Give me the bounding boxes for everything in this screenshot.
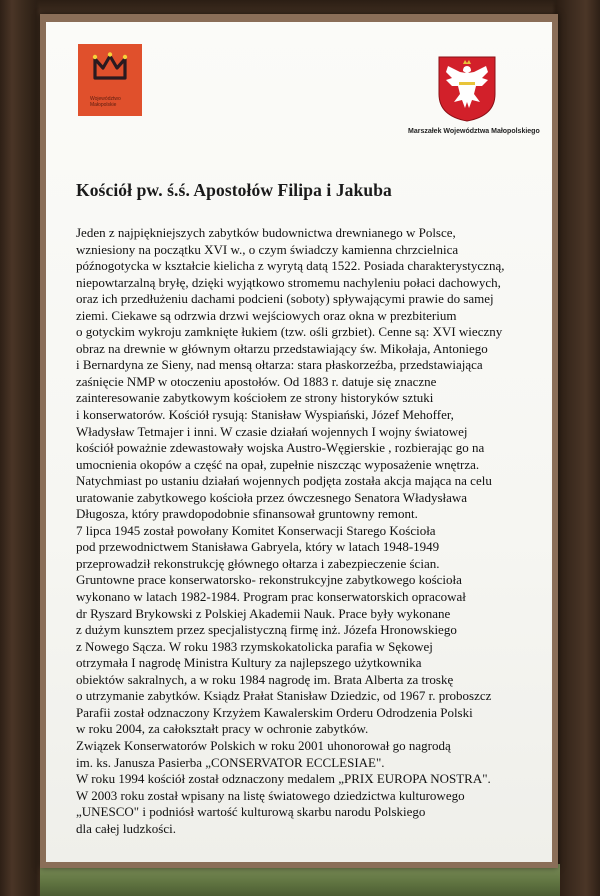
body-line: Władysław Tetmajer i inni. W czasie działań wojennych I wojny światowej — [76, 423, 468, 439]
information-sign — [46, 22, 552, 862]
body-line: „UNESCO" i podniósł wartość kulturową skarbu narodu Polskiego — [76, 804, 426, 820]
sign-title: Kościół pw. ś.ś. Apostołów Filipa i Jakuba — [76, 180, 392, 200]
body-line: kościół poważnie zdewastowały wojska Austro-Węgierskie , rozbierając go na — [76, 440, 485, 456]
sign-body-text — [76, 225, 551, 837]
body-line: i konserwatorów. Kościół rysują: Stanisław Wyspiański, Józef Mehoffer, — [76, 407, 454, 423]
body-line: im. ks. Janusza Pasierba „CONSERVATOR ECCLESIAE". — [76, 754, 385, 770]
body-line: w roku 2004, za całokształt pracy w ochronie zabytków. — [76, 721, 369, 737]
crown-mark-icon — [92, 52, 128, 80]
body-line: ziemi. Ciekawe są odrzwia drzwi wejściowych oraz okna w prezbiterium — [76, 307, 457, 323]
body-line: Długosza, który prawdopodobnie sfinansował gruntowny remont. — [76, 506, 418, 522]
body-line: W 2003 roku został wpisany na listę światowego dziedzictwa kulturowego — [76, 787, 465, 803]
body-line: oraz ich przedłużeniu dachami podcieni (soboty) spływającymi prawie do samej — [76, 291, 494, 307]
body-line: Jeden z najpiękniejszych zabytków budownictwa drewnianego w Polsce, — [76, 225, 456, 240]
logo-caption-line2: Małopolskie — [90, 102, 117, 108]
logo-caption — [90, 96, 138, 108]
malopolska-logo-icon — [78, 44, 142, 116]
body-line: 7 lipca 1945 został powołany Komitet Konserwacji Starego Kościoła — [76, 522, 436, 538]
body-line: dr Ryszard Brykowski z Polskiej Akademii Nauk. Prace były wykonane — [76, 605, 451, 621]
body-line: i Bernardyna ze Sieny, nad mensą ołtarza: stara płaskorzeźba, przedstawiająca — [76, 357, 483, 373]
crest-caption: Marszałek Województwa Małopolskiego — [408, 128, 540, 135]
eagle-coat-of-arms-icon — [438, 56, 496, 122]
body-line: z Nowego Sącza. W roku 1983 rzymskokatolicka parafia w Sękowej — [76, 638, 433, 654]
body-line: obiektów sakralnych, a w roku 1984 nagrodę im. Brata Alberta za troskę — [76, 671, 454, 687]
body-line: W roku 1994 kościół został odznaczony medalem „PRIX EUROPA NOSTRA". — [76, 771, 491, 787]
body-line: z dużym kunsztem przez specjalistyczną firmę inż. Józefa Hronowskiego — [76, 622, 457, 638]
body-line: pod przewodnictwem Stanisława Gabryela, który w latach 1948-1949 — [76, 539, 440, 555]
body-line: przeprowadził rekonstrukcję głównego ołtarza i zabezpieczenie ścian. — [76, 555, 440, 571]
body-line: obraz na drewnie w głównym ołtarzu przedstawiający św. Mikołaja, Antoniego — [76, 340, 488, 356]
body-line: niepowtarzalną bryłę, dzięki wyjątkowo stromemu nachyleniu połaci dachowych, — [76, 274, 501, 290]
body-line: wykonano w latach 1982-1984. Program prac konserwatorskich opracował — [76, 589, 466, 605]
body-line: późnogotycka w kształcie kielicha z wyrytą datą 1522. Posiada charakterystyczną, — [76, 258, 505, 274]
body-line: Gruntowne prace konserwatorsko- rekonstrukcyjne zabytkowego kościoła — [76, 572, 462, 588]
body-line: Parafii został odznaczony Krzyżem Kawalerskim Orderu Odrodzenia Polski — [76, 704, 473, 720]
body-line: uratowanie zabytkowego kościoła przez ówczesnego Senatora Władysława — [76, 489, 468, 505]
body-line: zainteresowanie zabytkowym kościołem ze strony historyków sztuki — [76, 390, 434, 406]
body-line: umocnienia okopów a część na opał, zupełnie niszcząc wyposażenie wnętrza. — [76, 456, 480, 472]
body-line: otrzymała I nagrodę Ministra Kultury za najlepszego użytkownika — [76, 655, 422, 671]
body-line: dla całej ludzkości. — [76, 820, 176, 836]
logo-caption-line1: Województwo — [90, 96, 121, 102]
grass-ground — [40, 864, 560, 896]
body-line: o utrzymanie zabytków. Ksiądz Prałat Stanisław Dziedzic, od 1967 r. proboszcz — [76, 688, 492, 704]
body-line: zaśnięcie NMP w otoczeniu apostołów. Od 1883 r. datuje się znaczne — [76, 373, 437, 389]
body-line: wzniesiony na początku XVI w., o czym świadczy kamienna chrzcielnica — [76, 241, 459, 257]
body-line: Natychmiast po ustaniu działań wojennych podjęta została akcja mająca na celu — [76, 473, 492, 489]
body-line: Związek Konserwatorów Polskich w roku 2001 uhonorował go nagrodą — [76, 737, 451, 753]
body-line: o gotyckim wykroju zamknięte łukiem (tzw. ośli grzbiet). Cenne są: XVI wieczny — [76, 324, 503, 340]
